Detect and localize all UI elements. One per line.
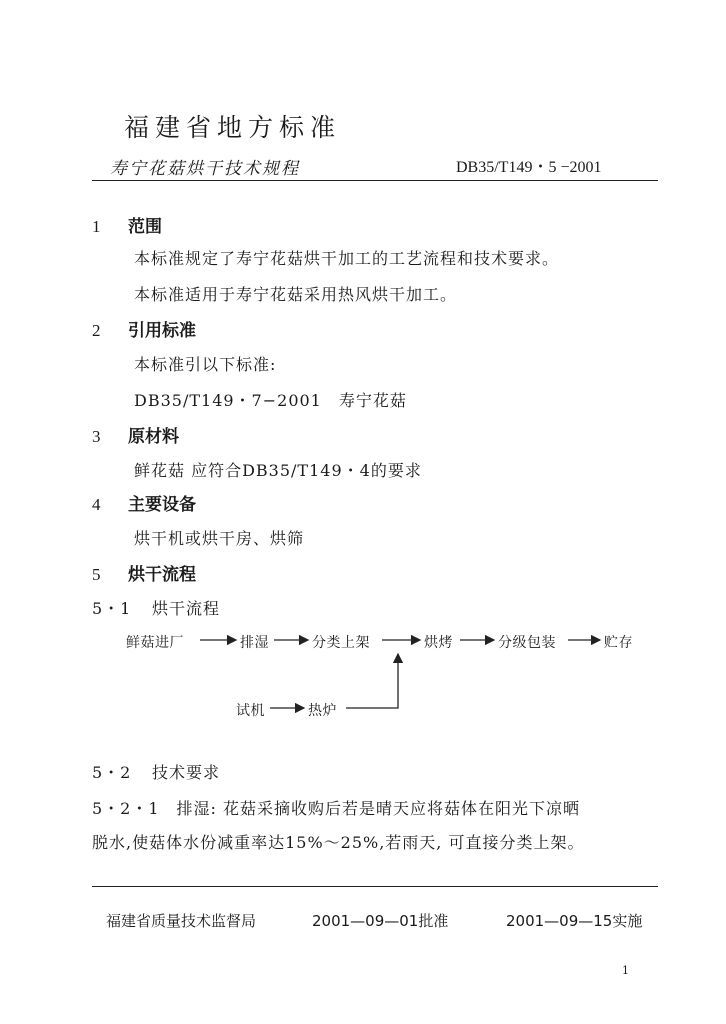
section-title: 原材料: [128, 427, 179, 447]
flow-step-4: 烘烤: [424, 635, 453, 651]
section-title: 范围: [128, 217, 162, 237]
subsection-title: 烘干流程: [152, 599, 221, 618]
issuing-organization: 福建省质量技术监督局: [106, 912, 257, 930]
section-title: 主要设备: [128, 495, 196, 515]
section-number: 2: [92, 321, 101, 340]
flow-step-5: 分级包装: [498, 635, 556, 651]
section-1-line-2: 本标准适用于寿宁花菇采用热风烘干加工。: [134, 285, 458, 304]
subsection-number: 5・2: [92, 763, 132, 782]
subsection-5-2-heading: [92, 760, 220, 783]
section-2-heading: [92, 316, 196, 341]
header-rule: [92, 180, 658, 181]
implementation-date: 2001—09—15实施: [506, 912, 643, 930]
flow-branch-1: 试机: [236, 703, 265, 719]
flow-connector: [346, 654, 398, 708]
section-3-heading: [92, 422, 179, 447]
section-title: 引用标准: [128, 321, 196, 341]
section-number: 4: [92, 495, 101, 514]
document-title: 福建省地方标准: [124, 113, 342, 142]
paragraph-5-2-1-line-1: 5・2・1 排湿: 花菇采摘收购后若是晴天应将菇体在阳光下凉晒: [92, 799, 581, 818]
footer-rule: [92, 886, 658, 887]
section-1-line-1: 本标准规定了寿宁花菇烘干加工的工艺流程和技术要求。: [134, 249, 560, 268]
flow-step-1: 鲜菇进厂: [126, 635, 184, 651]
section-4-line-1: 烘干机或烘干房、烘筛: [134, 529, 305, 548]
section-2-line-2: DB35/T149・7−2001 寿宁花菇: [134, 391, 407, 410]
standard-code: DB35/T149・5 −2001: [456, 159, 602, 176]
section-number: 5: [92, 565, 101, 584]
section-5-heading: [92, 560, 196, 585]
subsection-5-1-heading: [92, 596, 220, 619]
section-number: 1: [92, 217, 101, 236]
document-subtitle: 寿宁花菇烘干技术规程: [110, 159, 300, 179]
approval-date: 2001—09—01批准: [312, 912, 449, 930]
section-4-heading: [92, 490, 196, 515]
page-number: 1: [622, 964, 629, 977]
section-title: 烘干流程: [128, 565, 196, 585]
section-1-heading: [92, 212, 162, 237]
subsection-number: 5・1: [92, 599, 132, 618]
flow-step-3: 分类上架: [312, 635, 370, 651]
flow-step-6: 贮存: [604, 635, 633, 651]
subsection-title: 技术要求: [152, 763, 221, 782]
section-number: 3: [92, 427, 101, 446]
paragraph-5-2-1-line-2: 脱水,使菇体水份减重率达15%～25%,若雨天, 可直接分类上架。: [92, 833, 585, 852]
section-2-line-1: 本标准引以下标准:: [134, 355, 277, 374]
flow-branch-2: 热炉: [308, 703, 337, 719]
flow-step-2: 排湿: [240, 635, 269, 651]
section-3-line-1: 鲜花菇 应符合DB35/T149・4的要求: [134, 461, 422, 480]
